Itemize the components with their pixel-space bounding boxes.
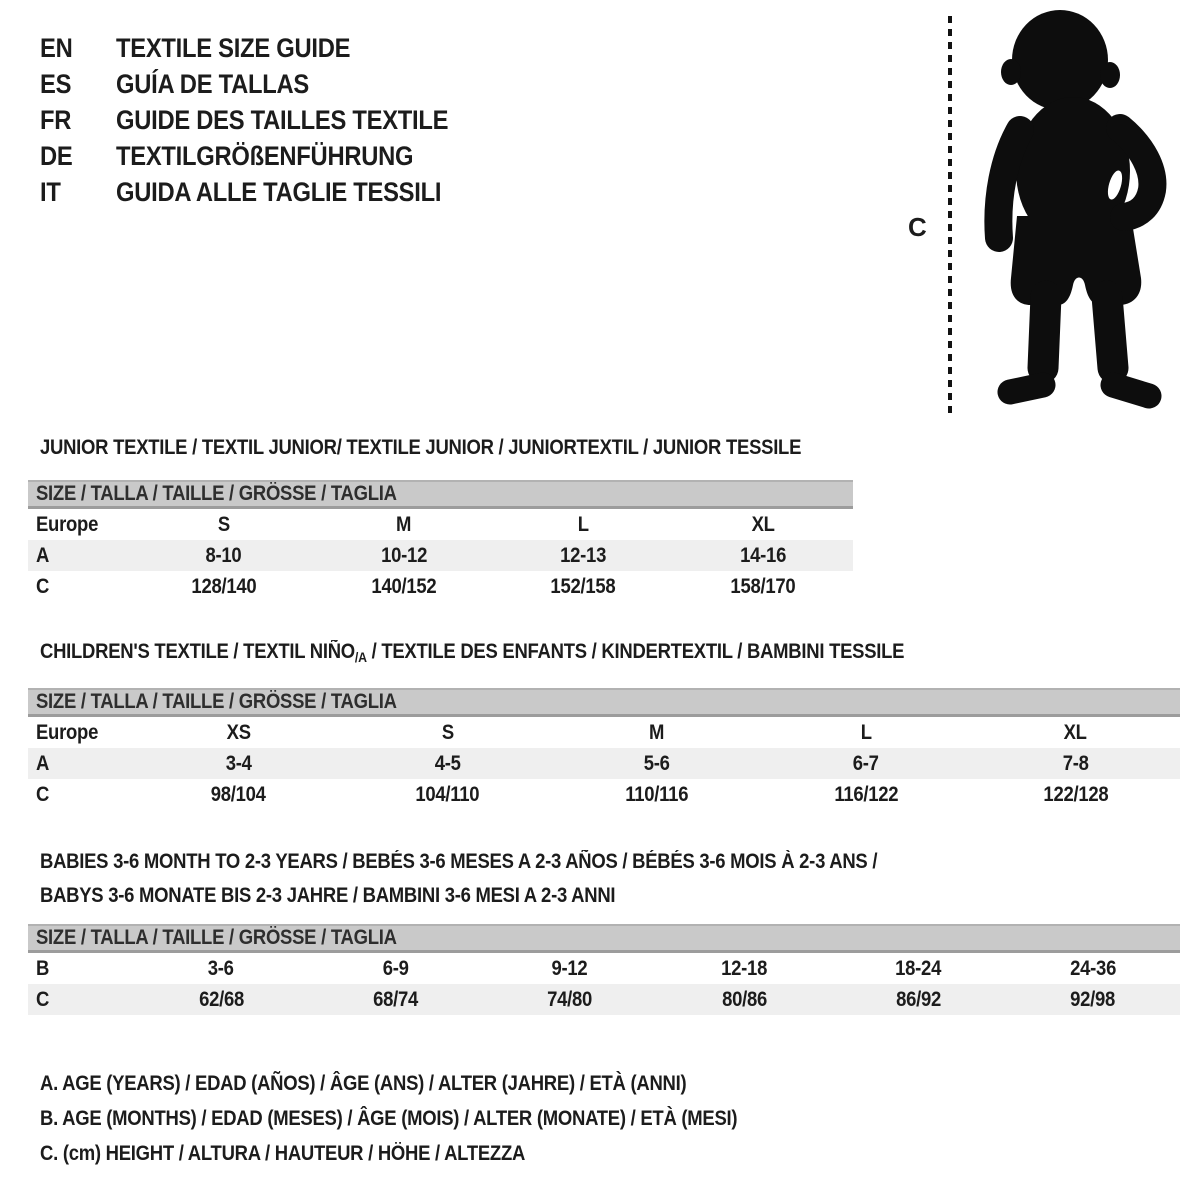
table-row [28, 717, 1180, 748]
cell: 62/68 [198, 988, 244, 1011]
cell: XL [751, 513, 775, 536]
cell: S [441, 721, 454, 744]
babies-section-title-line2: BABYS 3-6 MONATE BIS 2-3 JAHRE / BAMBINI 3-6 MESI A 2-3 ANNI [40, 884, 616, 907]
children-size-header-bar: SIZE / TALLA / TAILLE / GRÖSSE / TAGLIA [28, 688, 1180, 717]
lang-code: ES [40, 68, 72, 99]
measurement-legend [40, 1066, 832, 1171]
row-label: A [36, 752, 50, 775]
row-label: C [36, 783, 50, 806]
cell: S [217, 513, 230, 536]
table-row [28, 509, 853, 540]
cell: 6-9 [382, 957, 409, 980]
cell: L [860, 721, 872, 744]
lang-code: FR [40, 104, 72, 135]
lang-row-es [40, 66, 494, 102]
legend-height-cm: C. (cm) HEIGHT / ALTURA / HAUTEUR / HÖHE / ALTEZZA [40, 1142, 526, 1165]
cell: M [396, 513, 412, 536]
cell: 12-13 [560, 544, 607, 567]
height-measure-label: C [908, 212, 927, 242]
cell: 8-10 [205, 544, 242, 567]
cell: 74/80 [547, 988, 593, 1011]
cell: 140/152 [371, 575, 437, 598]
lang-code: DE [40, 140, 73, 171]
table-row [28, 779, 1180, 810]
babies-size-table [28, 924, 1180, 1015]
lang-row-en [40, 30, 494, 66]
cell: 4-5 [434, 752, 461, 775]
cell: 158/170 [730, 575, 796, 598]
lang-title: TEXTILE SIZE GUIDE [116, 32, 351, 63]
junior-section-title: JUNIOR TEXTILE / TEXTIL JUNIOR/ TEXTILE JUNIOR / JUNIORTEXTIL / JUNIOR TESSILE [40, 436, 802, 459]
cell: XS [226, 721, 251, 744]
table-row [28, 953, 1180, 984]
cell: M [649, 721, 665, 744]
cell: XL [1063, 721, 1087, 744]
cell: 7-8 [1062, 752, 1089, 775]
cell: 68/74 [373, 988, 418, 1011]
cell: 9-12 [551, 957, 588, 980]
lang-code: EN [40, 32, 73, 63]
cell: 3-6 [208, 957, 235, 980]
babies-size-header-bar: SIZE / TALLA / TAILLE / GRÖSSE / TAGLIA [28, 924, 1180, 953]
height-measure-dashed-line [948, 16, 952, 418]
table-row [28, 540, 853, 571]
cell: 110/116 [625, 783, 689, 806]
language-title-list [40, 30, 494, 210]
lang-row-it [40, 174, 494, 210]
row-label: A [36, 544, 50, 567]
children-size-table [28, 688, 1180, 810]
legend-age-months: B. AGE (MONTHS) / EDAD (MESES) / ÂGE (MOIS) / ALTER (MONATE) / ETÀ (MESI) [40, 1107, 738, 1130]
cell: 5-6 [644, 752, 670, 775]
table-row [28, 571, 853, 602]
cell: 18-24 [895, 957, 942, 980]
cell: 152/158 [550, 575, 616, 598]
children-section-title: CHILDREN'S TEXTILE / TEXTIL NIÑO/A / TEXTILE DES ENFANTS / KINDERTEXTIL / BAMBINI TESSILE [40, 640, 905, 665]
title-subscript: /A [354, 649, 367, 665]
lang-row-de [40, 138, 494, 174]
cell: 116/122 [834, 783, 899, 806]
lang-row-fr [40, 102, 494, 138]
table-row [28, 984, 1180, 1015]
cell: 6-7 [853, 752, 880, 775]
row-label: Europe [36, 721, 99, 744]
cell: 92/98 [1070, 988, 1116, 1011]
cell: 12-18 [721, 957, 768, 980]
cell: 24-36 [1069, 957, 1116, 980]
babies-section-title-line1: BABIES 3-6 MONTH TO 2-3 YEARS / BEBÉS 3-6 MESES A 2-3 AÑOS / BÉBÉS 3-6 MOIS À 2-3 ANS / [40, 850, 878, 873]
cell: 10-12 [380, 544, 427, 567]
junior-size-header-bar: SIZE / TALLA / TAILLE / GRÖSSE / TAGLIA [28, 480, 853, 509]
row-label: Europe [36, 513, 99, 536]
cell: 128/140 [191, 575, 257, 598]
cell: 3-4 [225, 752, 252, 775]
cell: 80/86 [721, 988, 767, 1011]
cell: 86/92 [896, 988, 941, 1011]
lang-title: TEXTILGRÖßENFÜHRUNG [116, 140, 414, 171]
lang-title: GUIDE DES TAILLES TEXTILE [116, 104, 449, 135]
cell: 98/104 [211, 783, 267, 806]
cell: 104/110 [415, 783, 480, 806]
lang-code: IT [40, 176, 61, 207]
row-label: C [36, 988, 50, 1011]
row-label: B [36, 957, 50, 980]
toddler-silhouette-icon [963, 8, 1200, 412]
table-row [28, 748, 1180, 779]
legend-age-years: A. AGE (YEARS) / EDAD (AÑOS) / ÂGE (ANS) / ALTER (JAHRE) / ETÀ (ANNI) [40, 1072, 687, 1095]
row-label: C [36, 575, 50, 598]
junior-size-table [28, 480, 853, 602]
cell: 122/128 [1042, 783, 1108, 806]
cell: L [577, 513, 589, 536]
cell: 14-16 [740, 544, 787, 567]
lang-title: GUIDA ALLE TAGLIE TESSILI [116, 176, 442, 207]
lang-title: GUÍA DE TALLAS [116, 68, 309, 99]
